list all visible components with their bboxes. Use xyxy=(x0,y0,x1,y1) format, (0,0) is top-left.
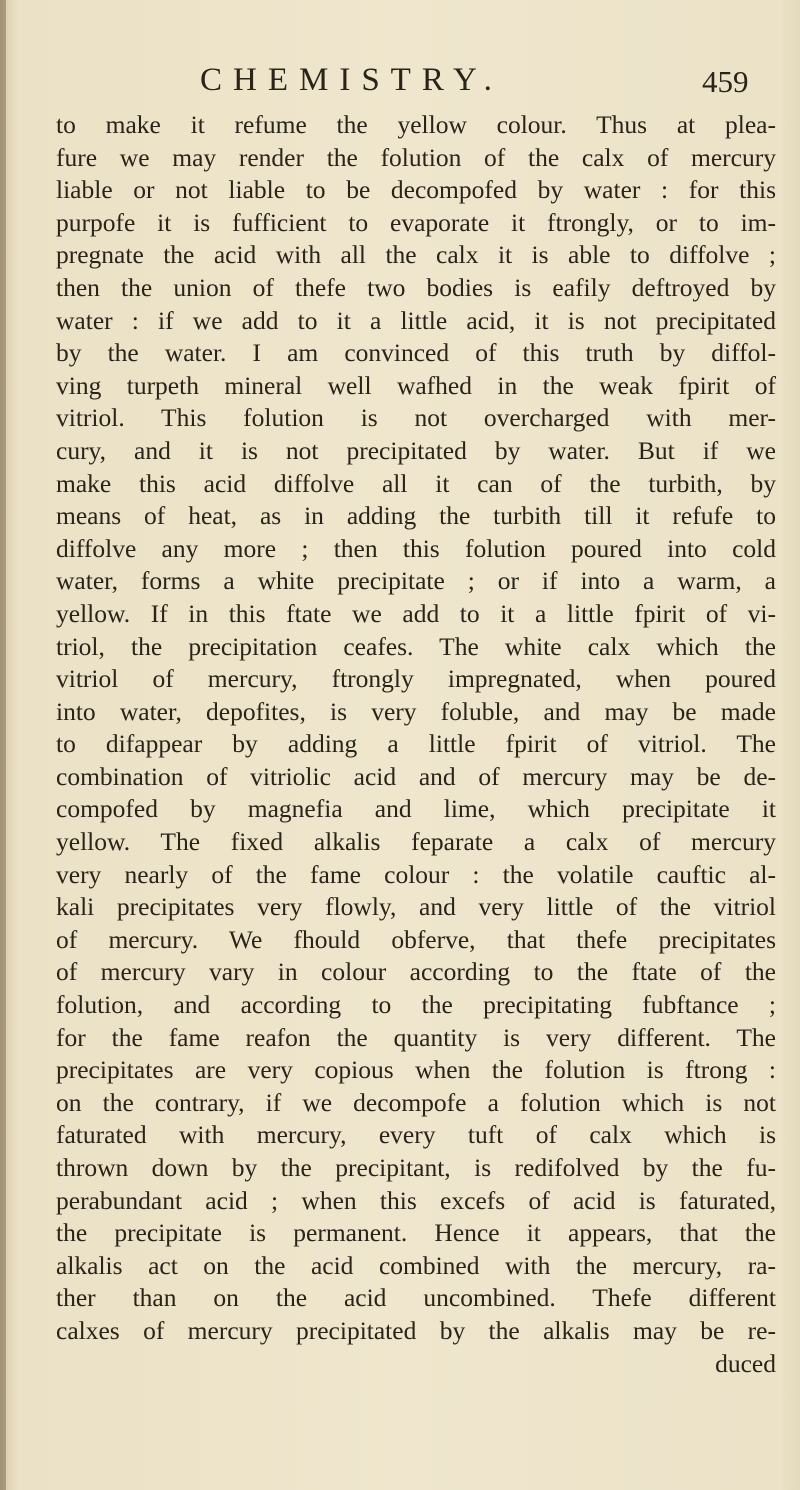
text-line: make this acid diffolve all it can of the turbith, by xyxy=(56,468,776,498)
running-head: CHEMISTRY. xyxy=(200,62,503,98)
text-line: compofed by magnefia and lime, which precipitate it xyxy=(56,794,776,824)
text-line: combination of vitriolic acid and of mercury may be de- xyxy=(56,761,776,791)
text-line: very nearly of the fame colour : the volatile cauftic al- xyxy=(56,859,776,889)
page-number: 459 xyxy=(702,64,749,99)
text-line: water : if we add to it a little acid, it is not precipitated xyxy=(56,305,776,335)
page-spine-shadow xyxy=(0,0,6,1490)
text-line: water, forms a white precipitate ; or if into a warm, a xyxy=(56,566,776,596)
text-line: vitriol of mercury, ftrongly impregnated, when poured xyxy=(56,664,776,694)
text-line: ther than on the acid uncombined. Thefe different xyxy=(56,1283,776,1313)
page-header xyxy=(0,60,800,100)
text-line: of mercury. We fhould obferve, that thefe precipitates xyxy=(56,924,776,954)
text-line: pregnate the acid with all the calx it is able to diffolve ; xyxy=(56,240,776,270)
body-text xyxy=(56,109,776,1380)
text-line: liable or not liable to be decompofed by water : for this xyxy=(56,175,776,205)
text-line: faturated with mercury, every tuft of calx which is xyxy=(56,1120,776,1150)
text-line: ving turpeth mineral well wafhed in the weak fpirit of xyxy=(56,370,776,400)
text-line: thrown down by the precipitant, is redifolved by the fu- xyxy=(56,1153,776,1182)
text-line: yellow. If in this ftate we add to it a little fpirit of vi- xyxy=(56,598,776,628)
catchword: duced xyxy=(715,1348,776,1378)
text-line: alkalis act on the acid combined with the mercury, ra- xyxy=(56,1250,776,1280)
text-line: perabundant acid ; when this excefs of acid is faturated, xyxy=(56,1185,776,1215)
text-line: purpofe it is fufficient to evaporate it ftrongly, or to im- xyxy=(56,207,776,237)
text-line: cury, and it is not precipitated by water. But if we xyxy=(56,435,776,465)
text-line: into water, depofites, is very foluble, and may be made xyxy=(56,696,776,726)
text-line: means of heat, as in adding the turbith till it refufe to xyxy=(56,501,776,531)
text-line: by the water. I am convinced of this truth by diffol- xyxy=(56,338,776,368)
text-line: calxes of mercury precipitated by the alkalis may be re- xyxy=(56,1315,776,1345)
text-line: yellow. The fixed alkalis feparate a calx of mercury xyxy=(56,827,776,857)
text-line: fure we may render the folution of the calx of mercury xyxy=(56,142,776,172)
text-line: diffolve any more ; then this folution poured into cold xyxy=(56,533,776,563)
text-line: then the union of thefe two bodies is eafily deftroyed by xyxy=(56,272,776,302)
text-line: precipitates are very copious when the folution is ftrong : xyxy=(56,1055,776,1085)
text-line: folution, and according to the precipitating fubftance ; xyxy=(56,990,776,1020)
text-line: on the contrary, if we decompofe a folution which is not xyxy=(56,1087,776,1117)
text-line: for the fame reafon the quantity is very different. The xyxy=(56,1022,776,1052)
text-line: to difappear by adding a little fpirit of vitriol. The xyxy=(56,729,776,759)
text-line: vitriol. This folution is not overcharged with mer- xyxy=(56,403,776,433)
text-line: the precipitate is permanent. Hence it appears, that the xyxy=(56,1218,776,1248)
text-line: of mercury vary in colour according to the ftate of the xyxy=(56,957,776,987)
text-line: triol, the precipitation ceafes. The white calx which the xyxy=(56,631,776,661)
text-line: to make it refume the yellow colour. Thus at plea- xyxy=(56,110,776,139)
text-line: kali precipitates very flowly, and very little of the vitriol xyxy=(56,892,776,922)
